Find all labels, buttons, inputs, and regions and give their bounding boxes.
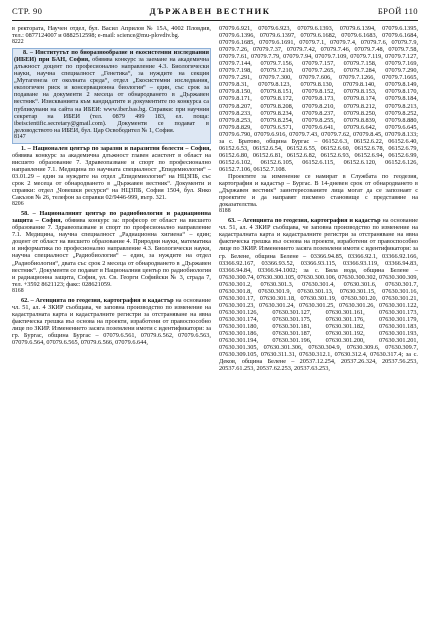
issue-number: БРОЙ 110 <box>377 6 418 16</box>
parcel-identifiers: 07079.6.921, 07079.6.923, 07079.6.1393, 07079.6.1394, 07079.6.1395, 07079.6.1396, 07079.6.1397, 07079.6.1682, 07079.6.1683, 07079.6.1684, 07079.6.1685, 07079.6.1691, 07079.7.1, 07079.7.4, 07079.7.6, 07079.7.9, 07079.7.26, 07079.7.37, 07079.7.42, 07079.7.46, 07079.7.48, 07079.7.58, 07079.7.61, 07079.7.79, 07079.7.94, 07079.7.109, 07079.7.119, 07079.7.127, 07079.7.144, 07079.7.156, 07079.7.157, 07079.7.158, 07079.7.169, 07079.7.198, 07079.7.210, 07079.7.265, 07079.7.284, 07079.7.290, 07079.7.291, 07079.7.300, 07079.7.606, 07079.7.1266, 07079.7.1665, 07079.8.31, 07079.8.123, 07079.8.130, 07079.8.140, 07079.8.149, 07079.8.150, 07079.8.151, 07079.8.152, 07079.8.153, 07079.8.170, 07079.8.171, 07079.8.172, 07079.8.173, 07079.8.174, 07079.8.184, 07079.8.207, 07079.8.208, 07079.8.210, 07079.8.212, 07079.8.213, 07079.8.233, 07079.8.234, 07079.8.237, 07079.8.250, 07079.8.252, 07079.8.253, 07079.8.254, 07079.8.255, 07079.8.839, 07079.8.880, 07079.8.829, 07079.6.571, 07079.6.641, 07079.6.642, 07079.6.645, 07079.6.790, 07079.6.916, 07079.7.43, 07079.7.62, 07079.8.45, 07079.8.133; за с. Братово, община Бургас – 06152.6.3, 06152.6.22, 06152.6.40, 06152.6.53, 06152.6.54, 06152.6.55, 06152.6.60, 06152.6.78, 06152.6.79, 06152.6.80, 06152.6.81, 06152.6.82, 06152.6.93, 06152.6.94, 06152.6.99, 06152.6.102, 06152.6.105, 06152.6.115, 06152.6.120, 06152.6.126, 06152.7.106, 06152.7.108. <box>219 25 418 173</box>
intro-ref: 8222 <box>12 39 24 46</box>
page-header <box>12 6 418 21</box>
notice-8-ref: 8147 <box>14 133 26 140</box>
intro-paragraph: в ректората, Научен отдел, бул. Васил Априлов № 15А, 4002 Пловдив, тел.: 0877124007 и 0882512598; e-mail: science@mu-plovdiv.bg. <box>12 25 211 40</box>
notice-8 <box>14 49 209 134</box>
notice-62-body: на основание чл. 51, ал. 4 ЗКИР съобщава, че заповна производство по изменение на кадастралната карта и кадастралните регистри за отстраняване на явна фактическа грешка въз основа на проекти, изработени от правоспособно лице по ЗКИР. Изменението засяга поземлени имоти с идентификатори: за гр. Бургас, община Бургас – 07079.6.561, 07079.6.562, 07079.6.563, 07079.6.564, 07079.6.565, 07079.6.566, 07079.6.644, <box>12 296 212 347</box>
notice-58-body: обявява конкурс за: професор от област на висшето образование 7. Здравеопазване и спорт по професионално направление 7.1. Медицина, научна специалност „Радиационна хигиена“ – един; доцент от област на висшето образование 4. Природни науки, математика и информатика по професионално направление 4.3. Биологически науки, научна специалност „Радиобиология“ – един, за нуждите на отдел „Радиобиология“, двата със срок 2 месеца от обнародването в „Държавен вестник“. Документи се подават в Националния център по радиобиология и радиационна защита, София, ул. Св. Георги Софийски № 3, сграда 7, тел. +3592 8621123; факс: 028621059. <box>12 217 212 288</box>
notice-62-title: 62. – Агенцията по геодезия, картография и кадастър <box>21 296 174 304</box>
notice-58-ref: 8168 <box>12 287 24 294</box>
notice-8-body: обявява конкурс за заемане на академична длъжност доцент по професионално направление 4.3. Биологически науки, научна специалност „Генетика“, за нуждите на секция „Мутагенеза от околната среда“, отдел „Екосистемни изследвания, екологичен риск и консервационна биология“ – един, със срок за подаване на документи 2 месеца от обнародването в „Държавен вестник“. Изискванията към кандидатите и документите по конкурса са публикувани на сайта на ИБЕИ: www.iber.bas.bg. Справки: при научния секретар на ИБЕИ (тел. 0879 499 183, ел. поща: ibeiscientific.secretary@gmail.com). Документи се подават в деловодството на ИБЕИ, бул. Цар Освободител № 1, София. <box>14 56 210 134</box>
publication-title: ДЪРЖАВЕН ВЕСТНИК <box>149 6 271 16</box>
notice-63-body: на основание чл. 51, ал. 4 ЗКИР съобщава, че заповна производство по изменение на кадастралната карта и кадастралните регистри за отстраняване на явна фактическа грешка въз основа на проекти, изработени от правоспособно лице по ЗКИР. Изменението засяга поземлени имоти с идентификатори: за гр. Белене, община Белене – 03366.94.85, 03366.92.1, 03366.92.166, 03366.92.167, 03366.93.52, 03366.93.115, 03366.93.119, 03366.94.83, 03366.94.84, 03366.94.1002; за с. Бяла вода, община Белене – 07630.300.74, 07630.300.105, 07630.300.106, 07630.300.302, 07630.300.309, 07630.301.2, 07630.301.3, 07630.301.4, 07630.301.6, 07630.301.7, 07630.301.8, 07630.301.9, 07630.301.13, 07630.301.15, 07630.301.16, 07630.301.17, 07630.301.18, 07630.301.19, 07630.301.20, 07630.301.21, 07630.301.23, 07630.301.24, 07630.301.25, 07630.301.26, 07630.301.122, 07630.301.126, 07630.301.127, 07630.301.161, 07630.301.173, 07630.301.174, 07630.301.175, 07630.301.176, 07630.301.179, 07630.301.180, 07630.301.181, 07630.301.182, 07630.301.183, 07630.301.186, 07630.301.187, 07630.301.192, 07630.301.193, 07630.301.194, 07630.301.196, 07630.301.200, 07630.301.201, 07630.301.305, 07630.301.306, 07630.304.9, 07630.309.6, 07630.309.7, 07630.309.105, 07630.311.31, 07630.312.1, 07630.312.4, 07630.317.4; за с. Деков, община Белене – 20537.12.254, 20537.26.324, 20537.56.253, 20537.61.253, 20537.62.253, 20537.63.253, <box>219 217 419 373</box>
notice-1-title: 1. – Национален център по заразни и паразитни болести – София, <box>21 144 211 152</box>
notice-63-title: 63. – Агенцията по геодезия, картография и кадастър <box>228 217 381 225</box>
right-column <box>219 25 418 372</box>
projects-paragraph: Проектите за изменение се намират в Службата по геодезия, картография и кадастър – Бургас. В 14-дневен срок от обнародването в „Държавен вестник“ заинтересованите лица могат да се запознаят с проектите и да направят писмено становище с представяне на доказателства. <box>219 172 418 209</box>
notice-1-body: обявява конкурс за академична длъжност главен асистент в област на висшето образование 7. Здравеопазване и спорт по професионално направление 7.1. Медицина по научната специалност „Епидемиология“ – 03.01.29 – един за нуждите на отдел „Епидемиология“ на НЦЗПБ, със срок 2 месеца от обнародването в „Държавен вестник“. Документи и справки: отдел „Човешки ресурси“ на НЦЗПБ, София 1504, бул. Янко Сакъзов № 26, телефон за справки 02/9446-999, вътр. 321. <box>12 151 211 202</box>
page-number: СТР. 90 <box>12 6 43 16</box>
notice-62 <box>12 297 211 346</box>
notice-58-title: 58. – Националният център по радиобиология и радиационна защита – София, <box>12 210 211 225</box>
notice-8-title: 8. – Институтът по биоразнообразие и екосистемни изследвания (ИБЕИ) при БАН, София, <box>14 49 209 64</box>
highlighted-notice <box>12 48 211 144</box>
projects-ref: 8188 <box>219 208 231 215</box>
notice-58 <box>12 210 211 288</box>
left-column <box>12 25 211 372</box>
notice-1 <box>12 145 211 201</box>
notice-1-ref: 8206 <box>12 201 24 208</box>
notice-63 <box>219 217 418 372</box>
